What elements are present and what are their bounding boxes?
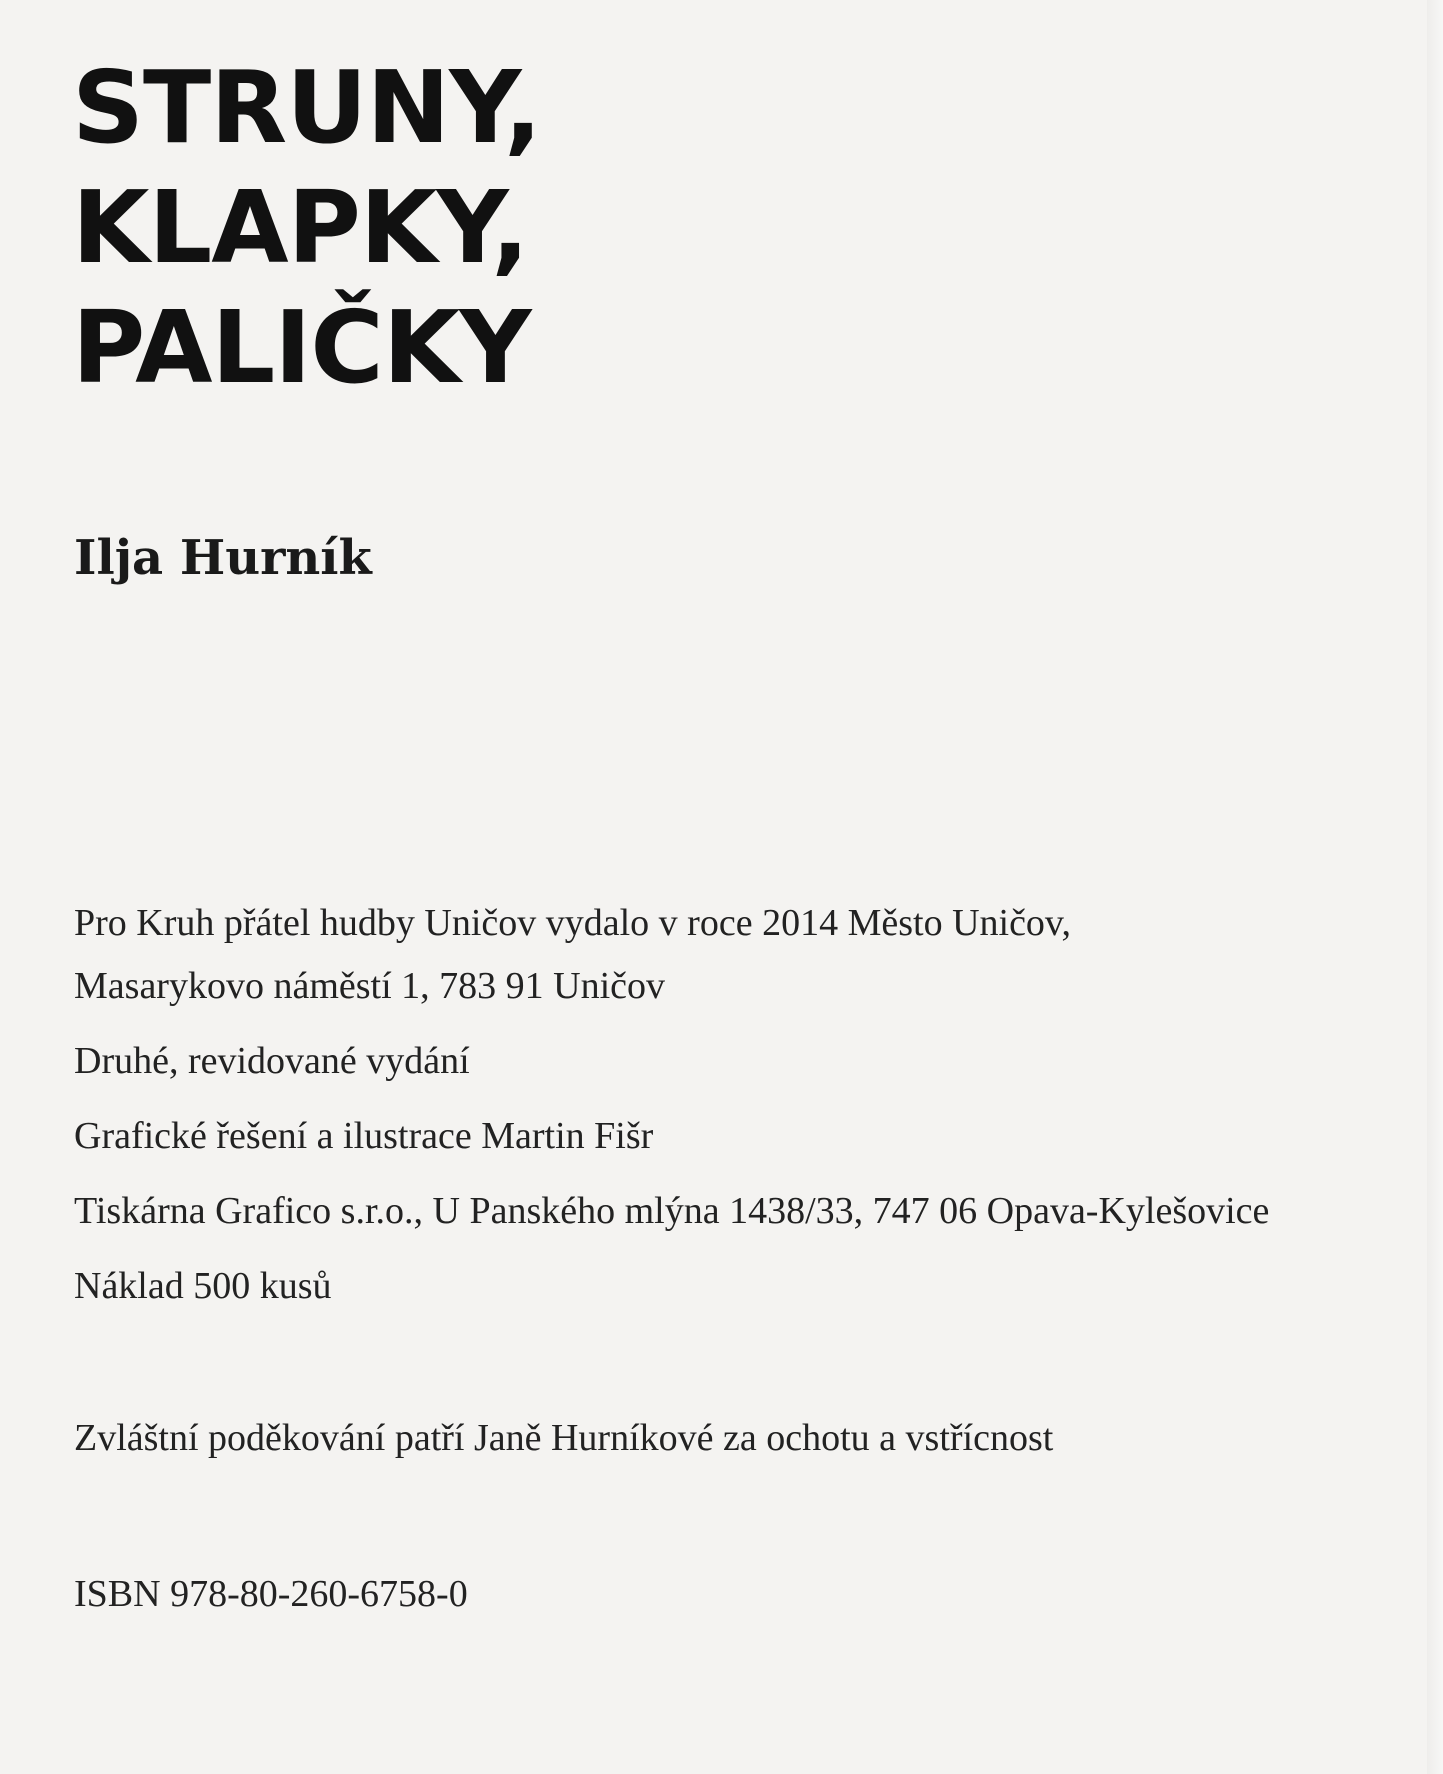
edition-note: Druhé, revidované vydání	[74, 1040, 470, 1082]
acknowledgement: Zvláštní poděkování patří Janě Hurníkové za ochotu a vstřícnost	[74, 1417, 1054, 1459]
isbn: ISBN 978-80-260-6758-0	[74, 1573, 468, 1615]
author-name: Ilja Hurník	[74, 530, 372, 586]
publisher-line-1: Pro Kruh přátel hudby Uničov vydalo v roce 2014 Město Uničov,	[74, 902, 1071, 944]
print-run: Náklad 500 kusů	[74, 1265, 332, 1307]
design-credit: Grafické řešení a ilustrace Martin Fišr	[74, 1115, 654, 1157]
title-line-2: KLAPKY,	[72, 169, 529, 286]
printer-info: Tiskárna Grafico s.r.o., U Panského mlýna 1438/33, 747 06 Opava-Kylešovice	[74, 1190, 1270, 1232]
book-title	[72, 48, 541, 408]
title-line-1: STRUNY,	[72, 49, 541, 166]
page-edge	[1427, 0, 1443, 1774]
title-line-3: PALIČKY	[72, 289, 531, 406]
publisher-line-2: Masarykovo náměstí 1, 783 91 Uničov	[74, 965, 666, 1007]
colophon	[74, 900, 1404, 1617]
